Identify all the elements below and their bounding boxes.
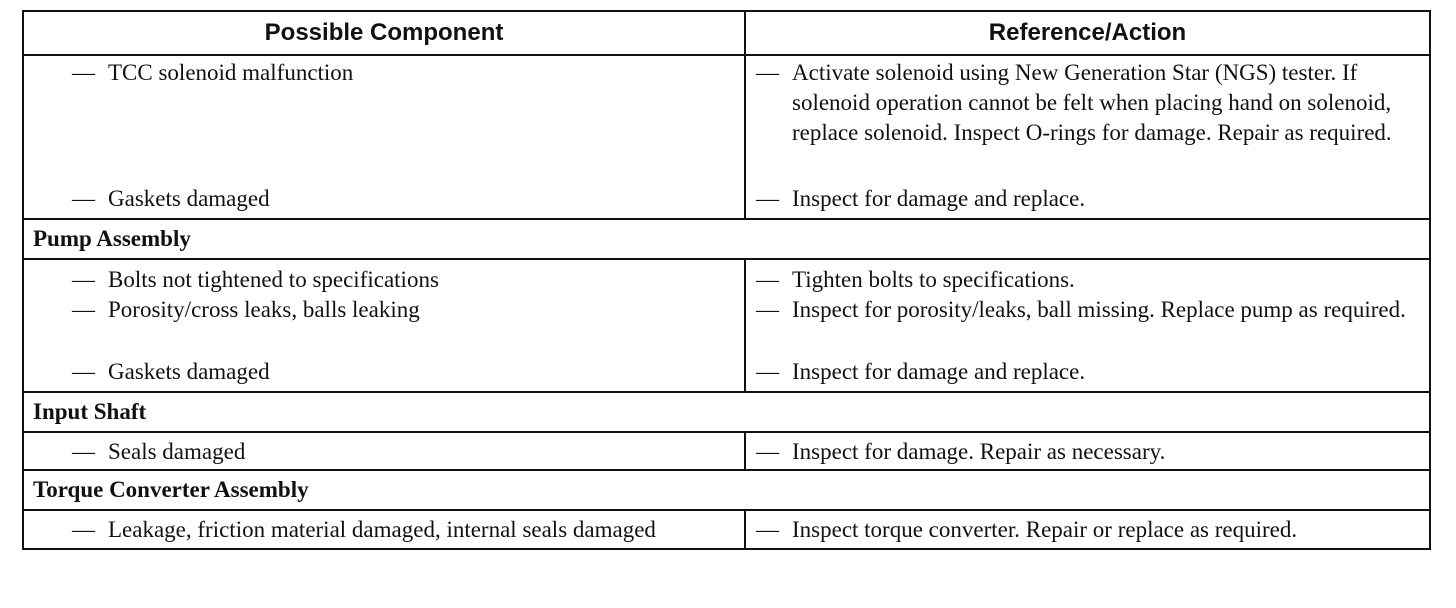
component-text: Porosity/cross leaks, balls leaking — [108, 297, 420, 322]
dash-mark: — — [756, 297, 779, 322]
action-text: Activate solenoid using New Generation Star (NGS) tester. If solenoid operation cannot be felt when placing hand on solenoid, replace solenoid. Inspect O-rings for damage. Repair as required. — [792, 60, 1392, 145]
dash-mark: — — [72, 359, 95, 384]
component-item — [24, 515, 746, 545]
group-torque-converter — [24, 509, 1429, 548]
dash-mark: — — [72, 60, 95, 85]
action-text: Inspect for damage and replace. — [792, 186, 1086, 211]
component-item — [24, 184, 746, 214]
dash-mark: — — [72, 297, 95, 322]
action-item — [746, 184, 1429, 214]
component-text: Seals damaged — [108, 439, 246, 464]
dash-mark: — — [756, 60, 779, 85]
action-item — [746, 265, 1429, 295]
component-text: TCC solenoid malfunction — [108, 60, 354, 85]
component-text: Gaskets damaged — [108, 186, 270, 211]
component-text: Leakage, friction material damaged, internal seals damaged — [108, 517, 656, 542]
action-text: Inspect for porosity/leaks, ball missing. Replace pump as required. — [792, 297, 1406, 322]
section-row-pump-assembly — [24, 218, 1429, 258]
dash-mark: — — [72, 267, 95, 292]
header-reference-action: Reference/Action — [988, 19, 1187, 46]
action-text: Inspect for damage and replace. — [792, 359, 1086, 384]
dash-mark: — — [756, 359, 779, 384]
dash-mark: — — [72, 439, 95, 464]
component-item — [24, 58, 746, 184]
action-text: Inspect for damage. Repair as necessary. — [792, 439, 1166, 464]
group-pump-assembly — [24, 258, 1429, 391]
section-title: Input Shaft — [33, 399, 147, 424]
section-row-torque-converter — [24, 469, 1429, 509]
section-title: Torque Converter Assembly — [33, 477, 309, 502]
dash-mark: — — [72, 186, 95, 211]
section-row-input-shaft — [24, 391, 1429, 431]
component-item — [24, 265, 746, 295]
component-item — [24, 437, 746, 467]
dash-mark: — — [756, 517, 779, 542]
action-text: Tighten bolts to specifications. — [792, 267, 1075, 292]
action-item — [746, 515, 1429, 545]
dash-mark: — — [756, 267, 779, 292]
dash-mark: — — [756, 439, 779, 464]
table-header-row — [24, 12, 1429, 54]
component-item — [24, 357, 746, 387]
section-title: Pump Assembly — [33, 226, 191, 251]
action-item — [746, 357, 1429, 387]
action-item — [746, 295, 1429, 357]
header-possible-component: Possible Component — [24, 12, 746, 54]
action-text: Inspect torque converter. Repair or replace as required. — [792, 517, 1298, 542]
component-item — [24, 295, 746, 357]
dash-mark: — — [756, 186, 779, 211]
action-item — [746, 437, 1429, 467]
group-tcc — [24, 54, 1429, 218]
dash-mark: — — [72, 517, 95, 542]
group-input-shaft — [24, 431, 1429, 469]
action-item — [746, 58, 1429, 184]
component-text: Gaskets damaged — [108, 359, 270, 384]
component-text: Bolts not tightened to specifications — [108, 267, 439, 292]
diagnosis-table — [22, 10, 1431, 550]
